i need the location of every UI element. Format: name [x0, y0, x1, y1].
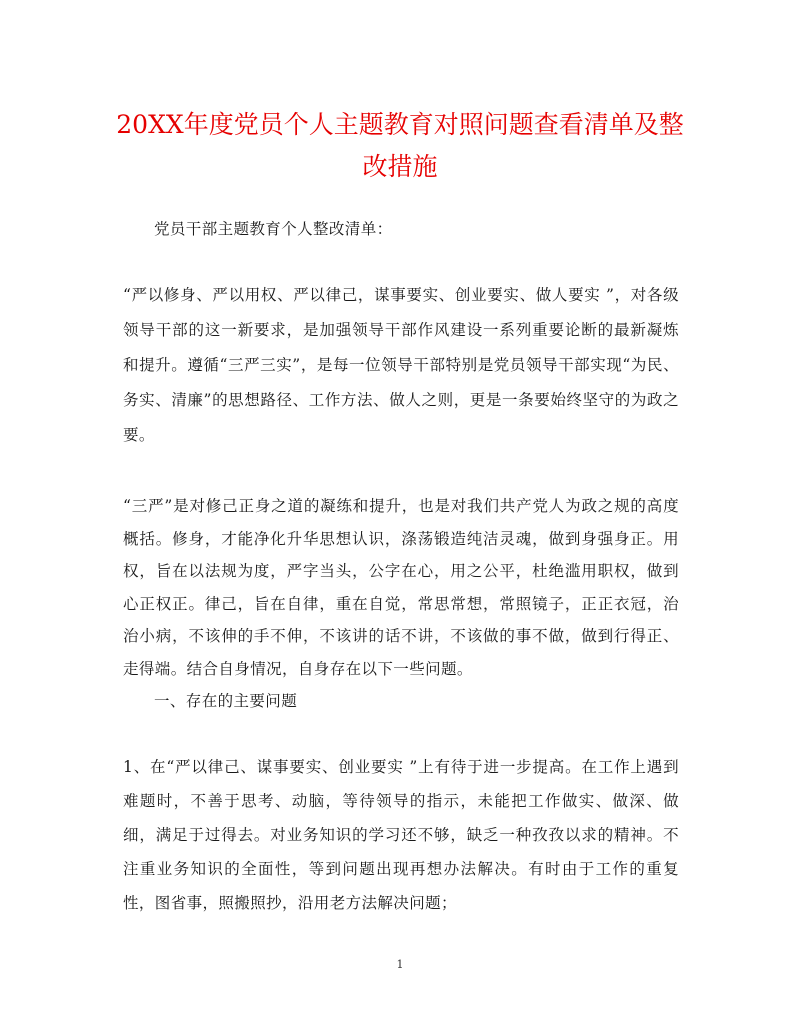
body-paragraph-3: 1、在“严以律己、谋事要实、创业要实 ”上有待于进一步提高。在工作上遇到难题时，不善于思考、动脑，等待领导的指示，未能把工作做实、做深、做细，满足于过得去。对业务知识的学习还不够，缺乏一种孜孜以求的精神。不注重业务知识的全面性，等到问题出现再想办法解决。有时由于工作的重复性，图省事，照搬照抄，沿用老方法解决问题； — [123, 758, 679, 912]
page-number: 1 — [396, 958, 404, 971]
section-heading: 一、存在的主要问题 — [154, 692, 298, 710]
document-title: 20XX年度党员个人主题教育对照问题查看清单及整改措施 — [116, 110, 684, 181]
body-paragraph-2: “三严”是对修己正身之道的凝练和提升，也是对我们共产党人为政之规的高度概括。修身，才能净化升华思想认识，涤荡锻造纯洁灵魂，做到身强身正。用权，旨在以法规为度，严字当头，公字在心，用之公平，杜绝滥用职权，做到心正权正。律己，旨在自律，重在自觉，常思常想，常照镜子，正正衣冠，治治小病，不该伸的手不伸，不该讲的话不讲，不该做的事不做，做到行得正、走得端。结合自身情况，自身存在以下一些问题。 — [123, 497, 679, 678]
intro-paragraph: 党员干部主题教育个人整改清单： — [154, 220, 393, 238]
body-paragraph-1: “严以修身、严以用权、严以律己，谋事要实、创业要实、做人要实 ”，对各级领导干部的这一新要求，是加强领导干部作风建设一系列重要论断的最新凝炼和提升。遵循“三严三实”，是每一位领导干部特别是党员领导干部实现“为民、务实、清廉”的思想路径、工作方法、做人之则，更是一条要始终坚守的为政之要。 — [123, 286, 679, 444]
